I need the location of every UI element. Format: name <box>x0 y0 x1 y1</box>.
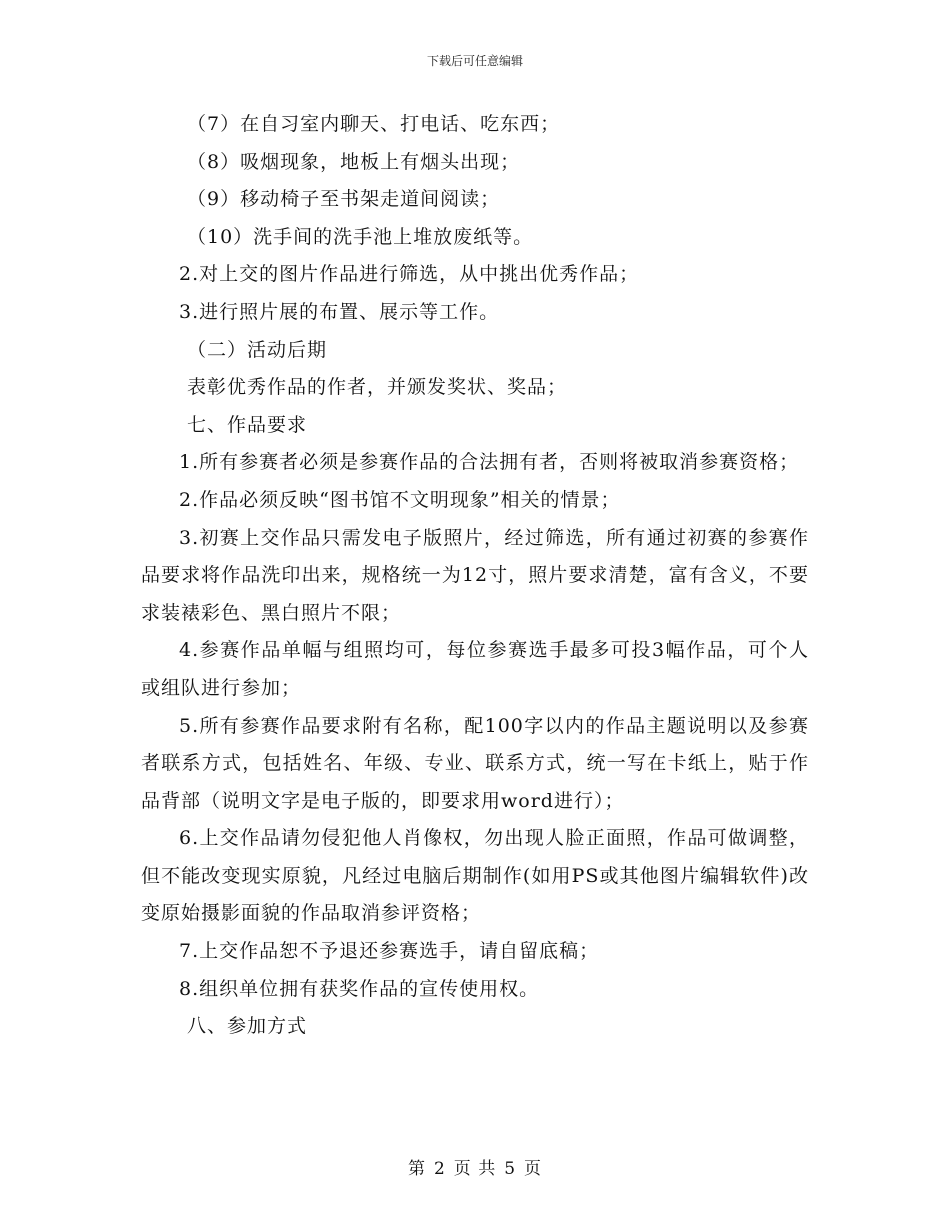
paragraph-step-2: 2.对上交的图片作品进行筛选，从中挑出优秀作品； <box>179 263 640 286</box>
paragraph-item-8: （8）吸烟现象，地板上有烟头出现； <box>187 150 521 173</box>
footer-middle: 页 共 <box>453 1159 497 1179</box>
paragraph-item-7: （7）在自习室内聊天、打电话、吃东西； <box>187 113 561 135</box>
footer-suffix: 页 <box>524 1159 543 1179</box>
requirement-6: 6.上交作品请勿侵犯他人肖像权，勿出现人脸正面照，作品可做调整，但不能改变现实原貌，凡经过电脑后期制作(如用PS或其他图片编辑软件)改变原始摄影面貌的作品取消参评资格； <box>141 827 809 925</box>
page-header: 下载后可任意编辑 <box>426 54 523 68</box>
document-body <box>141 106 809 1046</box>
section-heading-post-activity: （二）活动后期 <box>187 338 328 361</box>
requirement-1: 1.所有参赛者必须是参赛作品的合法拥有者，否则将被取消参赛资格； <box>179 451 800 474</box>
requirement-5: 5.所有参赛作品要求附有名称，配100字以内的作品主题说明以及参赛者联系方式，包括姓名、年级、专业、联系方式，统一写在卡纸上，贴于作品背部（说明文字是电子版的，即要求用word进行）； <box>141 714 809 812</box>
requirement-4: 4.参赛作品单幅与组照均可，每位参赛选手最多可投3幅作品，可个人或组队进行参加； <box>141 639 809 699</box>
footer-prefix: 第 <box>407 1159 426 1179</box>
total-page-count: 5 <box>504 1159 517 1179</box>
requirement-7: 7.上交作品恕不予退还参赛选手，请自留底稿； <box>179 940 600 963</box>
paragraph-item-10: （10）洗手间的洗手池上堆放废纸等。 <box>187 225 534 248</box>
requirement-8: 8.组织单位拥有获奖作品的宣传使用权。 <box>179 977 540 1000</box>
requirement-2: 2.作品必须反映“图书馆不文明现象”相关的情景； <box>179 488 621 511</box>
paragraph-awards: 表彰优秀作品的作者，并颁发奖状、奖品； <box>187 376 568 399</box>
paragraph-item-9: （9）移动椅子至书架走道间阅读； <box>187 188 501 211</box>
section-heading-participation: 八、参加方式 <box>187 1015 308 1038</box>
paragraph-step-3: 3.进行照片展的布置、展示等工作。 <box>179 300 500 323</box>
page-footer <box>0 1154 950 1179</box>
section-heading-requirements: 七、作品要求 <box>187 413 308 436</box>
requirement-3: 3.初赛上交作品只需发电子版照片，经过筛选，所有通过初赛的参赛作品要求将作品洗印出来，规格统一为12寸，照片要求清楚，富有含义，不要求装裱彩色、黑白照片不限； <box>141 526 809 624</box>
current-page-number: 2 <box>433 1159 446 1179</box>
